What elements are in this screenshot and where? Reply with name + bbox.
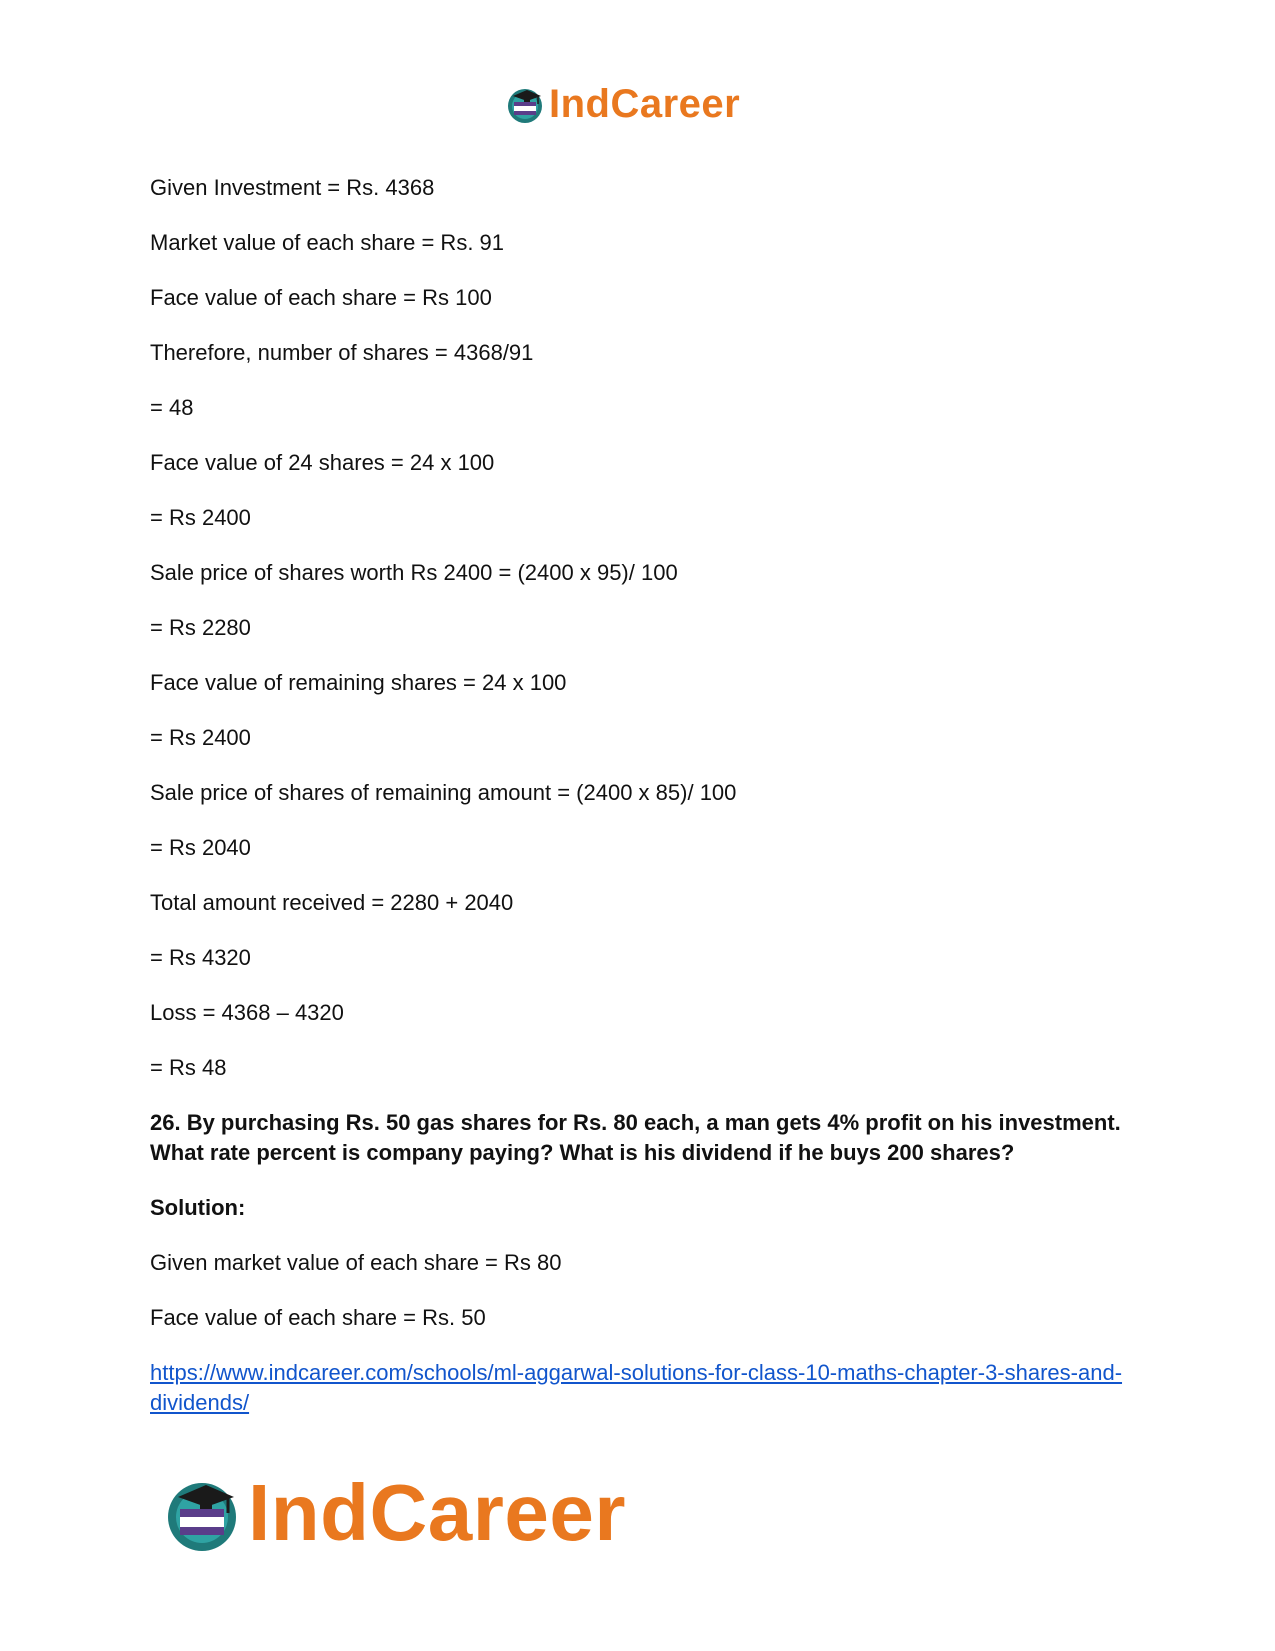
- footer-logo: [162, 1468, 626, 1558]
- solution-line: Total amount received = 2280 + 2040: [150, 890, 514, 915]
- question-text: 26. By purchasing Rs. 50 gas shares for Rs. 80 each, a man gets 4% profit on his investment. What rate percent is company paying? What is his dividend if he buys 200 shares?: [150, 1110, 1121, 1165]
- document-body: [150, 173, 1130, 1418]
- solution-heading: Solution:: [150, 1195, 246, 1220]
- source-url-link[interactable]: https://www.indcareer.com/schools/ml-aggarwal-solutions-for-class-10-maths-chapter-3-shares-and-dividends/: [150, 1360, 1123, 1415]
- solution-line: Face value of each share = Rs. 50: [150, 1305, 486, 1330]
- graduation-cap-book-icon: [505, 84, 545, 124]
- solution-line: Therefore, number of shares = 4368/91: [150, 340, 534, 365]
- solution-line: = Rs 4320: [150, 945, 251, 970]
- graduation-cap-book-icon: [162, 1473, 242, 1553]
- solution-line: Face value of remaining shares = 24 x 100: [150, 670, 567, 695]
- solution-line: Sale price of shares worth Rs 2400 = (2400 x 95)/ 100: [150, 560, 678, 585]
- solution-line: = Rs 2040: [150, 835, 251, 860]
- solution-line: Loss = 4368 – 4320: [150, 1000, 344, 1025]
- footer-brand-text: IndCareer: [248, 1468, 626, 1557]
- solution-line: = Rs 2400: [150, 725, 251, 750]
- solution-line: Market value of each share = Rs. 91: [150, 230, 505, 255]
- solution-line: = Rs 2280: [150, 615, 251, 640]
- header-brand-text: IndCareer: [549, 81, 741, 126]
- solution-line: = 48: [150, 395, 194, 420]
- solution-line: = Rs 2400: [150, 505, 251, 530]
- solution-line: Face value of each share = Rs 100: [150, 285, 492, 310]
- solution-line: Given Investment = Rs. 4368: [150, 175, 435, 200]
- solution-line: Sale price of shares of remaining amount = (2400 x 85)/ 100: [150, 780, 737, 805]
- header-logo: [505, 80, 740, 128]
- solution-line: Face value of 24 shares = 24 x 100: [150, 450, 495, 475]
- solution-line: = Rs 48: [150, 1055, 227, 1080]
- solution-line: Given market value of each share = Rs 80: [150, 1250, 562, 1275]
